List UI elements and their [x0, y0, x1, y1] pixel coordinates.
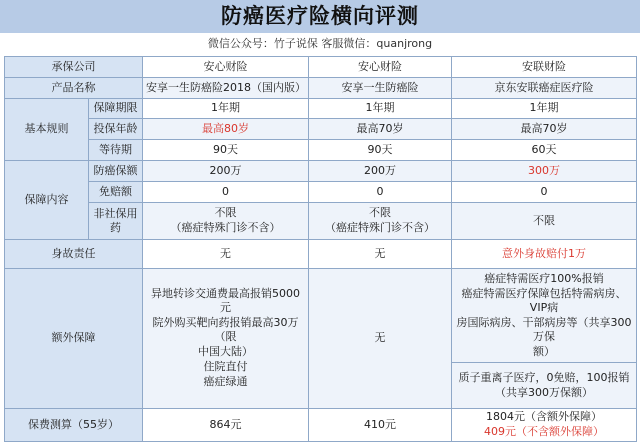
period-cell: 1年期	[143, 98, 309, 119]
table-row	[5, 77, 637, 98]
premium-cell	[452, 408, 637, 441]
row-label-age: 投保年龄	[89, 119, 143, 140]
cell-line: 质子重离子医疗，0免赔，100报销	[458, 370, 630, 384]
row-label-amount: 防癌保额	[89, 160, 143, 181]
table-row	[5, 160, 637, 181]
row-label-company: 承保公司	[5, 57, 143, 78]
cell-line: 中国大陆）	[198, 345, 253, 359]
death-cell: 意外身故赔付1万	[452, 240, 637, 269]
period-cell: 1年期	[309, 98, 452, 119]
row-label-drugs: 非社保用药	[89, 202, 143, 239]
death-cell: 无	[143, 240, 309, 269]
cell-line: 癌症特需医疗保障包括特需病房、VIP病	[461, 286, 627, 314]
comparison-table	[4, 56, 637, 442]
row-label-waiting: 等待期	[89, 140, 143, 161]
extra-cell	[452, 362, 637, 408]
extra-cell	[452, 269, 637, 363]
page-subtitle: 微信公众号：竹子说保 客服微信：quanjrong	[207, 37, 433, 50]
cell-line: 癌症绿通	[203, 375, 248, 389]
deductible-cell: 0	[309, 181, 452, 202]
row-label-premium: 保费测算（55岁）	[5, 408, 143, 441]
extra-cell: 无	[309, 269, 452, 408]
product-cell: 安享一生防癌险	[309, 77, 452, 98]
premium-cell: 864元	[143, 408, 309, 441]
company-cell: 安联财险	[452, 57, 637, 78]
group-label-basic-rules: 基本规则	[5, 98, 89, 160]
waiting-cell: 90天	[309, 140, 452, 161]
company-cell: 安心财险	[309, 57, 452, 78]
row-label-deductible: 免赔额	[89, 181, 143, 202]
deductible-cell: 0	[143, 181, 309, 202]
table-row	[5, 181, 637, 202]
cell-line: 额）	[533, 344, 555, 358]
product-cell: 京东安联癌症医疗险	[452, 77, 637, 98]
extra-cell	[143, 269, 309, 408]
deductible-cell: 0	[452, 181, 637, 202]
table-row	[5, 119, 637, 140]
cell-line: 院外购买靶向药报销最高30万（限	[152, 316, 299, 344]
premium-cell: 410元	[309, 408, 452, 441]
company-cell: 安心财险	[143, 57, 309, 78]
cell-line: （癌症特殊门诊不含）	[170, 221, 281, 235]
row-label-period: 保障期限	[89, 98, 143, 119]
table-row	[5, 98, 637, 119]
cell-line: 不限	[214, 206, 237, 220]
group-label-coverage: 保障内容	[5, 160, 89, 239]
cell-line: 住院直付	[203, 360, 248, 374]
row-label-extra: 额外保障	[5, 269, 143, 408]
drugs-cell	[309, 202, 452, 239]
cell-line: 不限	[369, 206, 391, 220]
row-label-death: 身故责任	[5, 240, 143, 269]
amount-cell: 200万	[309, 160, 452, 181]
product-cell: 安享一生防癌险2018（国内版）	[143, 77, 309, 98]
cell-line: 异地转诊交通费最高报销5000元	[151, 287, 300, 315]
period-cell: 1年期	[452, 98, 637, 119]
table-row	[5, 140, 637, 161]
table-row	[5, 408, 637, 441]
cell-line: 癌症特需医疗100%报销	[484, 271, 604, 285]
cell-line: （癌症特殊门诊不含）	[325, 221, 435, 235]
age-cell: 最高80岁	[143, 119, 309, 140]
row-label-product: 产品名称	[5, 77, 143, 98]
amount-cell: 200万	[143, 160, 309, 181]
table-row	[5, 202, 637, 239]
drugs-cell: 不限	[452, 202, 637, 239]
waiting-cell: 90天	[143, 140, 309, 161]
age-cell: 最高70岁	[309, 119, 452, 140]
table-row	[5, 269, 637, 363]
age-cell: 最高70岁	[452, 119, 637, 140]
drugs-cell	[143, 202, 309, 239]
waiting-cell: 60天	[452, 140, 637, 161]
table-row	[5, 240, 637, 269]
cell-line: 房国际病房、干部病房等（共享300万保	[456, 315, 632, 343]
death-cell: 无	[309, 240, 452, 269]
cell-line: 409元（不含额外保障）	[484, 425, 604, 439]
cell-line: 1804元（含额外保障）	[486, 410, 602, 424]
page-title: 防癌医疗险横向评测	[0, 0, 640, 33]
amount-cell: 300万	[452, 160, 637, 181]
cell-line: （共享300万保额）	[495, 385, 593, 399]
table-row	[5, 57, 637, 78]
